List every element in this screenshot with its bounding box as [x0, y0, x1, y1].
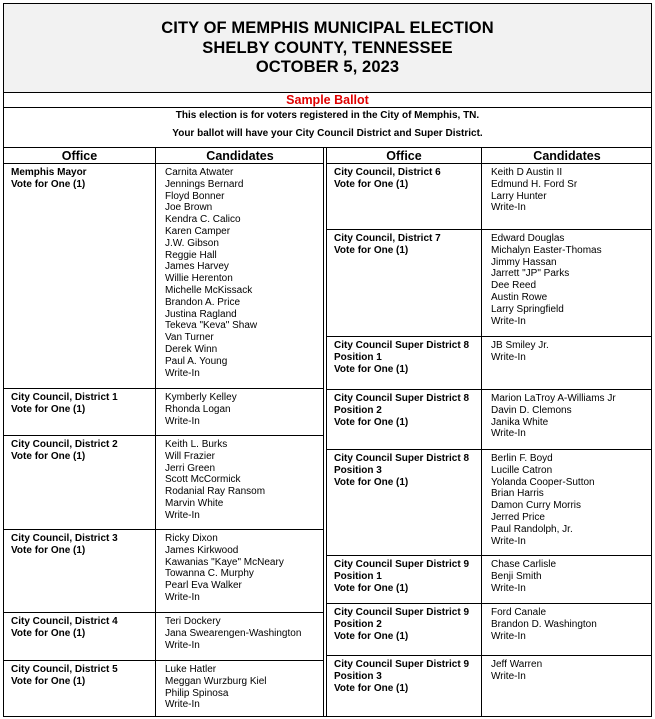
office-name: City Council, District 7 — [334, 233, 441, 244]
candidate-name: Write-In — [491, 428, 526, 440]
vote-instruction: Vote for One (1) — [11, 627, 86, 639]
candidate-name: Write-In — [491, 630, 526, 642]
office-column-header: Office — [327, 148, 482, 164]
office-cell — [327, 604, 482, 655]
candidate-name: Rhonda Logan — [165, 403, 231, 415]
candidates-cell — [482, 604, 651, 655]
candidate-name: Write-In — [491, 202, 526, 214]
candidate-name: Scott McCormick — [165, 474, 241, 486]
office-cell — [327, 656, 482, 716]
office-name: Position 2 — [334, 404, 382, 416]
candidate-name: Kendra C. Calico — [165, 214, 241, 226]
candidate-name: Write-In — [491, 315, 526, 327]
office-name: Position 2 — [334, 618, 382, 630]
candidate-name: Yolanda Cooper-Sutton — [491, 476, 595, 488]
candidate-name: Janika White — [491, 416, 549, 428]
candidate-name: Lucille Catron — [491, 464, 553, 476]
candidate-name: Towanna C. Murphy — [165, 568, 254, 580]
vote-instruction: Vote for One (1) — [334, 363, 409, 375]
candidate-name: Teri Dockery — [165, 616, 221, 627]
race-row — [4, 613, 323, 661]
vote-instruction: Vote for One (1) — [11, 178, 86, 190]
office-name: Memphis Mayor — [11, 167, 87, 178]
candidate-name: JB Smiley Jr. — [491, 340, 549, 351]
candidate-name: Write-In — [165, 591, 200, 603]
candidate-name: Jerred Price — [491, 511, 545, 523]
office-cell — [4, 613, 156, 660]
office-name: City Council Super District 9 — [334, 607, 470, 618]
candidates-cell — [156, 436, 323, 529]
candidate-name: Write-In — [165, 699, 200, 711]
vote-instruction: Vote for One (1) — [334, 476, 409, 488]
candidates-cell — [482, 164, 651, 229]
candidates-cell — [482, 230, 651, 336]
race-row — [327, 230, 651, 337]
vote-instruction: Vote for One (1) — [334, 682, 409, 694]
header-county: SHELBY COUNTY, TENNESSEE — [202, 38, 453, 57]
candidate-name: Karen Camper — [165, 225, 231, 237]
ballot-info — [4, 108, 651, 148]
candidates-cell — [482, 556, 651, 603]
candidate-name: Justina Ragland — [165, 308, 237, 320]
candidate-name: Write-In — [491, 670, 526, 682]
race-row — [327, 337, 651, 390]
candidate-name: J.W. Gibson — [165, 237, 219, 249]
candidate-name: Rodanial Ray Ransom — [165, 486, 266, 498]
candidates-cell — [482, 390, 651, 449]
race-row — [4, 389, 323, 436]
candidate-name: James Kirkwood — [165, 544, 239, 556]
vote-instruction: Vote for One (1) — [11, 544, 86, 556]
office-column-header: Office — [4, 148, 156, 164]
candidates-cell — [156, 661, 323, 716]
candidate-name: Floyd Bonner — [165, 190, 225, 202]
candidate-name: Write-In — [491, 351, 526, 363]
vote-instruction: Vote for One (1) — [334, 416, 409, 428]
right-column — [326, 148, 651, 716]
office-name: Position 1 — [334, 570, 382, 582]
candidate-name: Berlin F. Boyd — [491, 453, 553, 464]
candidate-name: Larry Springfield — [491, 303, 564, 315]
vote-instruction: Vote for One (1) — [334, 178, 409, 190]
info-line-2: Your ballot will have your City Council District and Super District. — [172, 128, 483, 139]
office-name: City Council, District 6 — [334, 167, 441, 178]
header-title: CITY OF MEMPHIS MUNICIPAL ELECTION — [161, 19, 494, 37]
info-line-1: This election is for voters registered in the City of Memphis, TN. — [175, 110, 480, 121]
candidate-name: Will Frazier — [165, 450, 215, 462]
office-name: City Council, District 1 — [11, 392, 118, 403]
candidate-name: Austin Rowe — [491, 291, 548, 303]
candidate-name: Edward Douglas — [491, 233, 565, 244]
candidate-name: Joe Brown — [165, 202, 213, 214]
candidate-name: Keith L. Burks — [165, 439, 228, 450]
candidate-name: Davin D. Clemons — [491, 404, 572, 416]
candidate-name: Write-In — [165, 639, 200, 651]
candidates-column-header: Candidates — [156, 148, 324, 164]
office-cell — [327, 337, 482, 389]
vote-instruction: Vote for One (1) — [11, 450, 86, 462]
vote-instruction: Vote for One (1) — [334, 630, 409, 642]
office-cell — [327, 230, 482, 336]
candidate-name: Dee Reed — [491, 280, 537, 292]
vote-instruction: Vote for One (1) — [11, 675, 86, 687]
candidate-name: Damon Curry Morris — [491, 500, 582, 512]
candidate-name: Jarrett "JP" Parks — [491, 268, 570, 280]
office-name: City Council Super District 8 — [334, 340, 470, 351]
candidate-name: Pearl Eva Walker — [165, 580, 242, 592]
race-row — [4, 164, 323, 389]
candidates-cell — [156, 530, 323, 612]
race-row — [4, 661, 323, 716]
ballot-header — [4, 4, 651, 93]
candidate-name: Brian Harris — [491, 488, 544, 500]
candidate-name: Keith D Austin II — [491, 167, 563, 178]
race-row — [327, 556, 651, 604]
candidate-name: Paul A. Young — [165, 355, 228, 367]
left-column — [4, 148, 324, 716]
candidate-name: Paul Randolph, Jr. — [491, 523, 573, 535]
candidate-name: Jerri Green — [165, 462, 216, 474]
candidate-name: Write-In — [491, 535, 526, 547]
office-name: City Council, District 3 — [11, 533, 118, 544]
candidates-cell — [156, 389, 323, 435]
office-name: City Council Super District 8 — [334, 453, 470, 464]
candidate-name: Write-In — [165, 509, 200, 521]
office-name: Position 1 — [334, 351, 382, 363]
office-cell — [327, 450, 482, 555]
office-name: City Council Super District 9 — [334, 659, 470, 670]
vote-instruction: Vote for One (1) — [11, 403, 86, 415]
office-name: Position 3 — [334, 670, 382, 682]
candidates-cell — [156, 613, 323, 660]
office-name: City Council, District 2 — [11, 439, 118, 450]
candidate-name: Philip Spinosa — [165, 687, 229, 699]
office-cell — [327, 556, 482, 603]
candidate-name: Van Turner — [165, 332, 214, 344]
race-row — [327, 164, 651, 230]
candidate-name: Write-In — [491, 582, 526, 594]
candidates-column-header: Candidates — [482, 148, 652, 164]
candidate-name: Write-In — [165, 415, 200, 427]
candidate-name: Brandon A. Price — [165, 296, 241, 308]
header-date: OCTOBER 5, 2023 — [255, 58, 400, 76]
office-name: City Council Super District 9 — [334, 559, 470, 570]
office-cell — [4, 436, 156, 529]
office-name: City Council, District 5 — [11, 664, 118, 675]
candidate-name: Edmund H. Ford Sr — [491, 178, 578, 190]
sample-ballot — [3, 3, 652, 717]
candidates-cell — [482, 656, 651, 716]
candidates-cell — [156, 164, 323, 388]
office-name: Position 3 — [334, 464, 382, 476]
candidate-name: Tekeva "Keva" Shaw — [165, 320, 258, 332]
race-row — [327, 656, 651, 716]
candidate-name: Willie Herenton — [165, 273, 233, 285]
race-row — [4, 436, 323, 530]
candidate-name: Marion LaTroy A-Williams Jr — [491, 393, 616, 404]
candidate-name: Larry Hunter — [491, 190, 547, 202]
candidates-cell — [482, 337, 651, 389]
office-cell — [4, 389, 156, 435]
sample-ballot-label: Sample Ballot — [4, 93, 651, 108]
candidate-name: Kawanias "Kaye" McNeary — [165, 556, 284, 568]
office-cell — [4, 530, 156, 612]
candidate-name: Carnita Atwater — [165, 167, 234, 178]
candidate-name: Derek Winn — [165, 343, 218, 355]
candidate-name: Michalyn Easter-Thomas — [491, 244, 602, 256]
candidate-name: Luke Hatler — [165, 664, 217, 675]
candidate-name: Jeff Warren — [491, 659, 543, 670]
race-row — [327, 390, 651, 450]
office-cell — [327, 390, 482, 449]
office-name: City Council, District 4 — [11, 616, 118, 627]
candidate-name: Ricky Dixon — [165, 533, 218, 544]
race-row — [4, 530, 323, 613]
candidate-name: Reggie Hall — [165, 249, 217, 261]
office-cell — [327, 164, 482, 229]
office-cell — [4, 661, 156, 716]
candidate-name: Brandon D. Washington — [491, 618, 597, 630]
office-name: City Council Super District 8 — [334, 393, 470, 404]
vote-instruction: Vote for One (1) — [334, 244, 409, 256]
candidate-name: Ford Canale — [491, 607, 547, 618]
candidate-name: Meggan Wurzburg Kiel — [165, 675, 267, 687]
candidate-name: Chase Carlisle — [491, 559, 557, 570]
race-row — [327, 450, 651, 556]
candidate-name: Jimmy Hassan — [491, 256, 557, 268]
candidate-name: Write-In — [165, 367, 200, 379]
vote-instruction: Vote for One (1) — [334, 582, 409, 594]
candidate-name: Benji Smith — [491, 570, 542, 582]
office-cell — [4, 164, 156, 388]
candidate-name: Marvin White — [165, 497, 224, 509]
candidate-name: Jennings Bernard — [165, 178, 244, 190]
race-row — [327, 604, 651, 656]
candidate-name: Kymberly Kelley — [165, 392, 237, 403]
candidate-name: Jana Swearengen-Washington — [165, 627, 302, 639]
candidate-name: Michelle McKissack — [165, 284, 253, 296]
candidate-name: James Harvey — [165, 261, 229, 273]
candidates-cell — [482, 450, 651, 555]
